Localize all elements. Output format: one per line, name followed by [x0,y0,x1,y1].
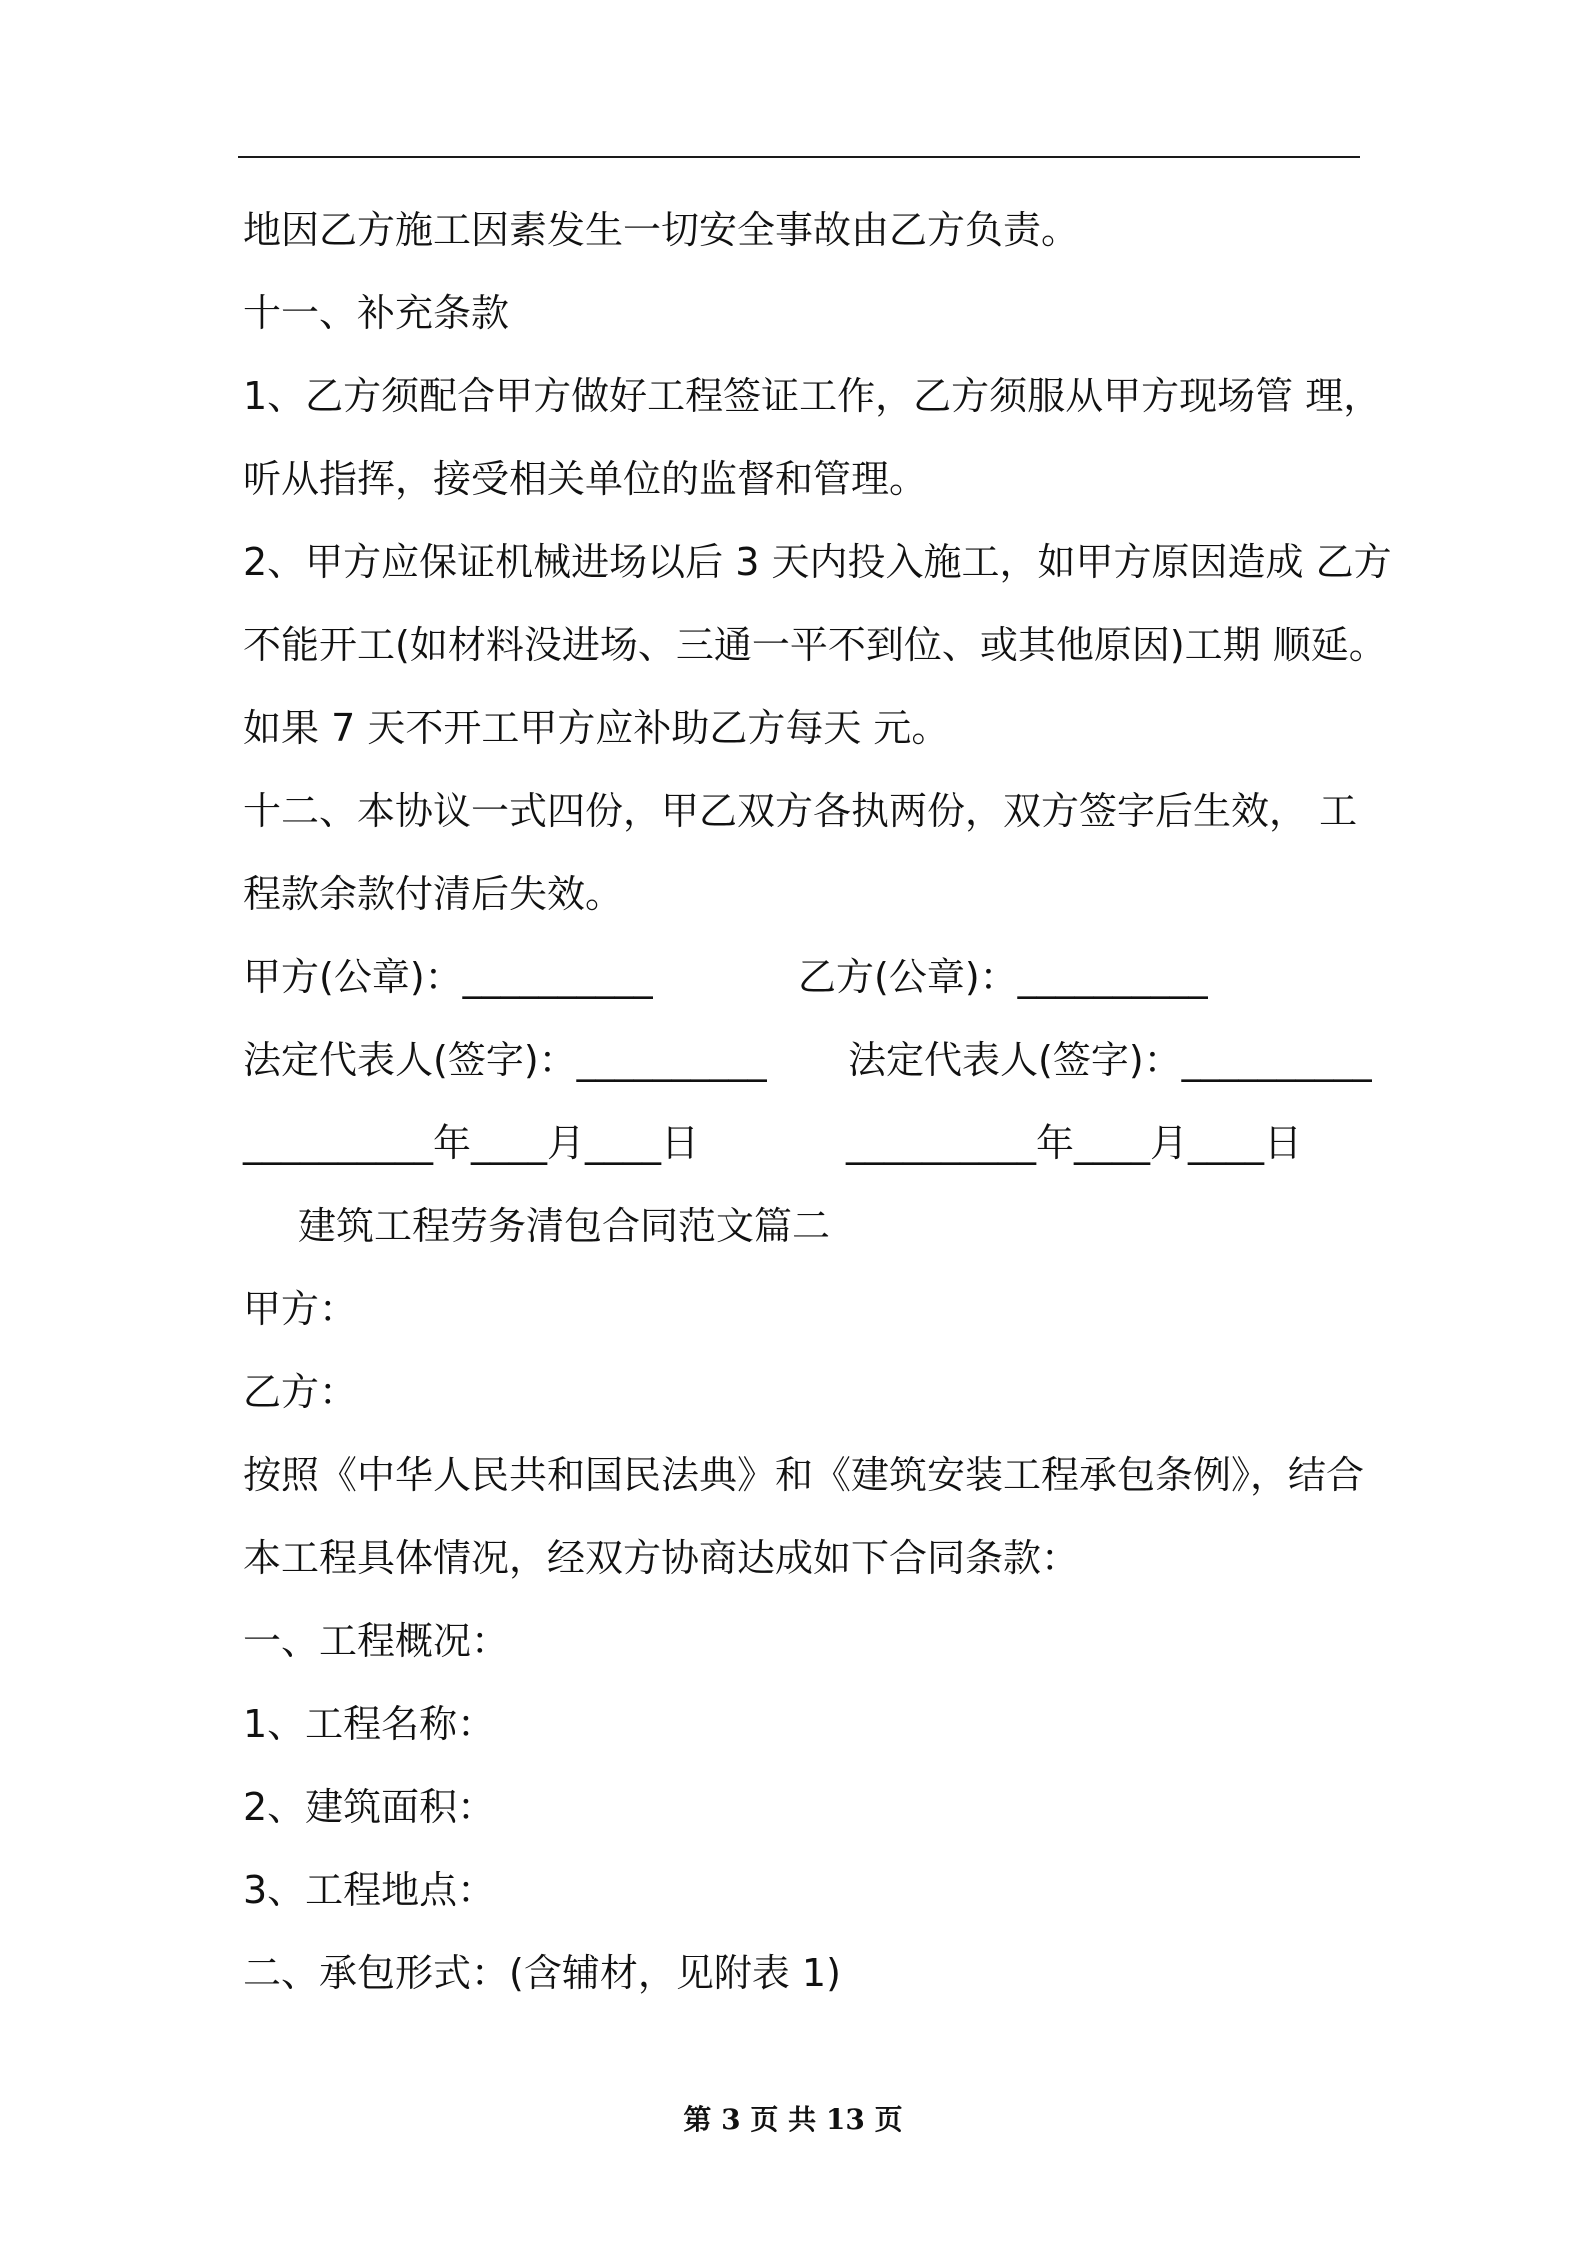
party-b-date: __________年____月____日 [846,1121,1303,1165]
section-title: 建筑工程劳务清包合同范文篇二 [298,1204,831,1248]
paragraph-line: 如果 7 天不开工甲方应补助乙方每天 元。 [243,706,950,750]
paragraph-line: 2、建筑面积： [243,1785,496,1829]
party-b-seal: 乙方(公章)：__________ [798,955,1208,999]
paragraph-line: 2、甲方应保证机械进场以后 3 天内投入施工，如甲方原因造成 乙方 [243,540,1392,584]
paragraph-line: 乙方： [243,1370,358,1414]
paragraph-line: 3、工程地点： [243,1868,496,1912]
header-rule [238,156,1360,158]
section-heading: 二、承包形式：(含辅材，见附表 1) [243,1951,841,1995]
paragraph-line: 本工程具体情况，经双方协商达成如下合同条款： [243,1536,1080,1580]
party-a-rep: 法定代表人(签字)：__________ [243,1038,767,1082]
paragraph-line: 十二、本协议一式四份，甲乙双方各执两份，双方签字后生效， 工 [243,789,1358,833]
paragraph-line: 不能开工(如材料没进场、三通一平不到位、或其他原因)工期 顺延。 [243,623,1387,667]
party-a-date: __________年____月____日 [243,1121,700,1165]
party-a-seal: 甲方(公章)：__________ [243,955,653,999]
section-heading: 一、工程概况： [243,1619,510,1663]
paragraph-line: 1、乙方须配合甲方做好工程签证工作，乙方须服从甲方现场管 理， [243,374,1382,418]
paragraph-line: 听从指挥，接受相关单位的监督和管理。 [243,457,928,501]
paragraph-line: 1、工程名称： [243,1702,496,1746]
paragraph-line: 程款余款付清后失效。 [243,872,624,916]
paragraph-line: 甲方： [243,1287,358,1331]
party-b-rep: 法定代表人(签字)：__________ [848,1038,1372,1082]
page-number: 第 3 页 共 13 页 [683,2103,903,2136]
paragraph-line: 按照《中华人民共和国民法典》和《建筑安装工程承包条例》，结合 [243,1453,1365,1497]
paragraph-line: 地因乙方施工因素发生一切安全事故由乙方负责。 [243,208,1080,252]
section-heading: 十一、补充条款 [243,291,510,335]
